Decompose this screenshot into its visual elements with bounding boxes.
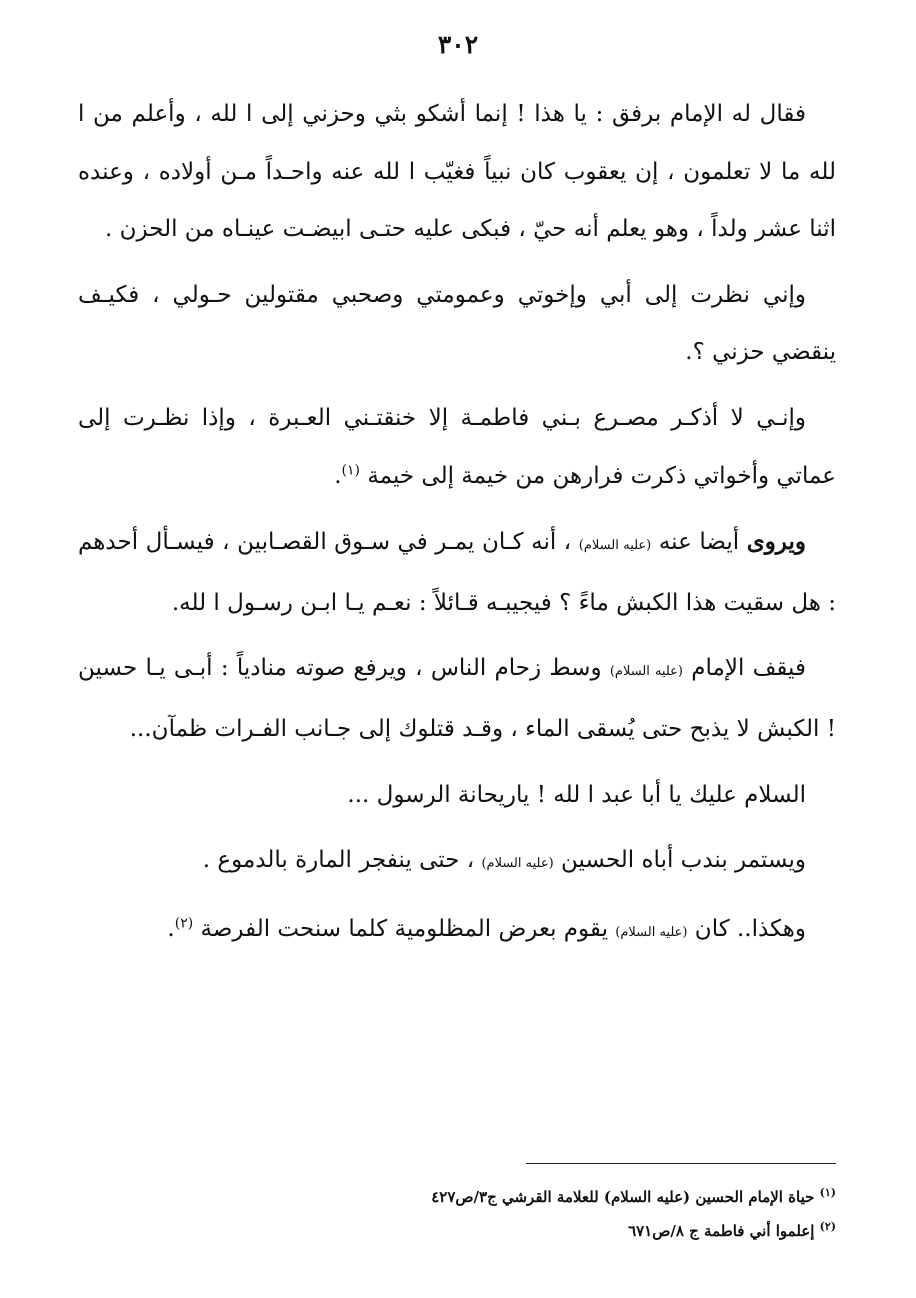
paragraph xyxy=(78,267,836,382)
footnote-reference: (٢) xyxy=(174,915,194,932)
footnote-separator xyxy=(526,1163,836,1164)
paragraph xyxy=(78,640,836,758)
honorific-text: (عليه السلام) xyxy=(578,538,652,554)
paragraph-text: ، حتى ينفجر المارة بالدموع . xyxy=(202,847,482,874)
body-text xyxy=(78,86,836,961)
footnote-mark: (٢) xyxy=(819,1220,836,1233)
paragraph xyxy=(78,767,836,825)
paragraph-text: وهكذا.. كان xyxy=(687,915,806,942)
paragraph-text: . xyxy=(167,915,175,942)
honorific-text: (عليه السلام) xyxy=(609,664,683,680)
paragraph-text: وسط زحام الناس ، ويرفع صوته منادياً : أبـى يـا حسين ! الكبش لا يذبح حتى يُسقى الماء ، وقـد قتلوك إلى جـانب الفـرات ظمآن... xyxy=(78,655,836,742)
paragraph-text: ويستمر بندب أباه الحسين xyxy=(553,847,806,874)
paragraph xyxy=(78,513,836,632)
paragraph-text: فقال له الإمام برفق : يا هذا ! إنما أشكو بثي وحزني إلى ا لله ، وأعلم من ا لله ما لا تعلمون ، إن يعقوب كان نبياً فغيّب ا لله عنه واحـداً مـن أولاده ، وعنده اثنا عشر ولداً ، وهو يعلم أنه حيّ ، فبكى عليه حتـى ابيضـت عينـاه من الحزن . xyxy=(78,101,836,243)
paragraph-text: فيقف الإمام xyxy=(683,655,806,682)
bold-text: ويروى xyxy=(746,528,806,556)
footnote-reference: (١) xyxy=(341,461,361,478)
honorific-text: (عليه السلام) xyxy=(615,924,688,940)
footnote xyxy=(330,1214,836,1248)
paragraph-text: وإنـي لا أذكـر مصـرع بـني فاطمـة إلا خنقتـني العـبرة ، وإذا نظـرت إلى عماتي وأخواتي ذكرت فرارهن من خيمة إلى خيمة xyxy=(78,404,836,489)
footnote xyxy=(330,1180,836,1214)
footnote-text: إعلموا أني فاطمة ج ٨/ص٦٧١ xyxy=(628,1222,815,1240)
footnote-mark: (١) xyxy=(819,1186,836,1199)
paragraph-text: . xyxy=(334,462,342,489)
paragraph xyxy=(78,390,836,505)
paragraph-text: ، أنه كـان يمـر في سـوق القصـابين ، فيسـأل أحدهم : هل سقيت هذا الكبش ماءً ؟ فيجيبـه قـائلاً : نعـم يـا ابـن رسـول ا لله. xyxy=(78,529,836,616)
paragraph xyxy=(78,832,836,893)
paragraph-text: السلام عليك يا أبا عبد ا لله ! ياريحانة الرسول ... xyxy=(347,781,806,808)
paragraph-text: وإني نظرت إلى أبي وإخوتي وعمومتي وصحبي مقتولين حـولي ، فكيـف ينقضي حزني ؟. xyxy=(78,281,836,366)
paragraph-text: يقوم بعرض المظلومية كلما سنحت الفرصة xyxy=(193,915,616,942)
footnotes xyxy=(330,1180,836,1248)
page-number: ٣٠٢ xyxy=(437,30,479,59)
honorific-text: (عليه السلام) xyxy=(481,856,554,872)
paragraph xyxy=(78,901,836,962)
footnote-text: حياة الإمام الحسين (عليه السلام) للعلامة القرشي ج٣/ص٤٢٧ xyxy=(431,1188,815,1206)
paragraph-text: أيضا عنه xyxy=(651,529,747,556)
paragraph xyxy=(78,86,836,259)
